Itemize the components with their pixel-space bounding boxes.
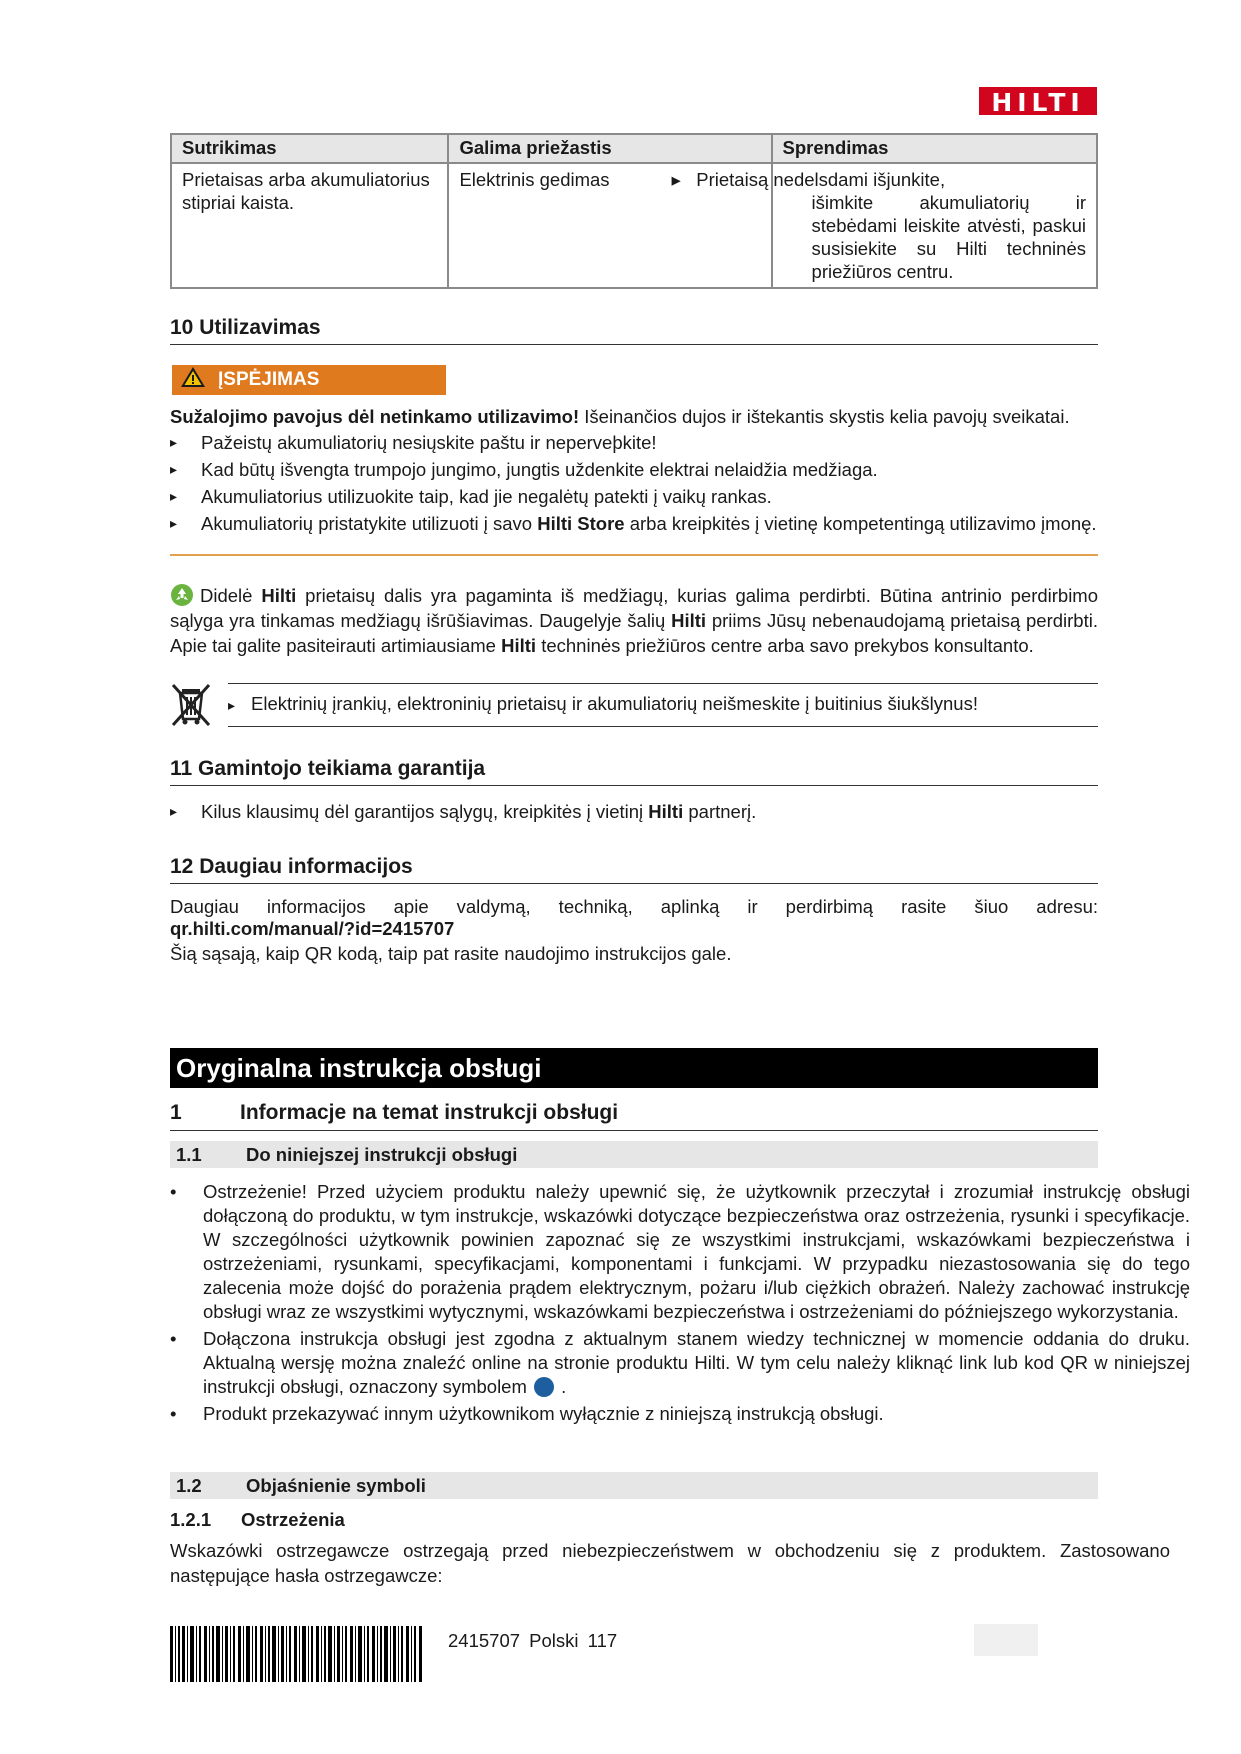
table-header-cause: Galima priežastis [448,134,771,163]
cause-text: Elektrinis gedimas [459,169,610,190]
list-item: ▸ Akumuliatorių pristatykite utilizuoti į savo Hilti Store arba kreipkitės į vietinę kompetentingą utilizavimo įmonę. [170,511,1098,536]
warning-text: Sužalojimo pavojus dėl netinkamo utilizavimo! Išeinančios dujos ir ištekantis skystis kelia pavojų sveikatai. [170,406,1070,427]
list-item: ▸ Akumuliatorius utilizuokite taip, kad jie negalėtų patekti į vaikų rankas. [170,484,1098,509]
qr-info-line: Šią sąsają, kaip QR kodą, taip pat rasite naudojimo instrukcijos gale. [170,943,732,964]
solution-first-line: ▸ Prietaisą nedelsdami išjunkite, [671,169,946,190]
list-item: ▸ Pažeistų akumuliatorių nesiųskite paštu ir neperveþkite! [170,430,1098,455]
solution-rest: išimkite akumuliatorių ir stebėdami leiskite atvėsti, paskui susisiekite su Hilti techninės priežiūros centru. [811,192,1086,282]
more-info-line: Daugiau informacijos apie valdymą, techniką, aplinką ir perdirbimą rasite šiuo adresu: [170,896,1098,917]
list-item: ▸ Kad būtų išvengta trumpojo jungimo, jungtis uždenkite elektrai nelaidžia medžiaga. [170,457,1098,482]
list-item: ▸ Kilus klausimų dėl garantijos sąlygų, kreipkitės į vietinį Hilti partnerį. [170,799,1098,824]
table-header-solution: Sprendimas [772,134,1097,163]
warning-triangle-icon [180,366,206,388]
list-item: • Dołączona instrukcja obsługi jest zgodna z aktualnym stanem wiedzy technicznej w momencie oddania do druku. Aktualną wersję można znaleźć online na stronie produktu Hilti. W tym celu należy kliknąć link lub kod QR w niniejszej instrukcji obsługi, oznaczony symbolem . [170,1327,1190,1399]
polish-section-1-1-title: 1.1 Do niniejszej instrukcji obsługi [170,1141,1098,1168]
section-12-title: 12 Daugiau informacijos [170,855,1098,884]
weee-notice: ▸ Elektrinių įrankių, elektroninių prietaisų ir akumuliatorių neišmeskite į buitinius šiukšlynus! [228,683,1098,727]
polish-section-1-2-title: 1.2 Objaśnienie symboli [170,1472,1098,1499]
polish-section-1-title: 1 Informacje na temat instrukcji obsługi [170,1101,1098,1131]
more-info-paragraph [170,896,1098,965]
recycle-icon [170,583,194,607]
recycling-paragraph: Didelė Hilti prietaisų dalis yra pagaminta iš medžiagų, kurias galima perdirbti. Būtina antrinio perdirbimo sąlyga yra tinkamas medžiagų išrūšiavimas. Daugelyje šalių Hilti priims Jūsų nebenaudojamą prietaisą perdirbti. Apie tai galite pasiteirauti artimiausiame Hilti techninės priežiūros centre arba savo prekybos konsultanto. [170,585,1099,656]
table-header-fault: Sutrikimas [171,134,448,163]
troubleshooting-table [170,133,1098,289]
warning-label: ĮSPĖJIMAS [172,365,446,395]
table-row [171,163,1097,288]
list-item: • Produkt przekazywać innym użytkownikom wyłącznie z niniejszą instrukcją obsługi. [170,1402,1190,1426]
barcode-image [170,1626,424,1682]
table-cell-fault: Prietaisas arba akumuliatorius stipriai kaista. [171,163,448,288]
manual-url[interactable]: qr.hilti.com/manual/?id=2415707 [170,918,455,939]
weee-bin-icon [170,683,212,727]
section-10-title: 10 Utilizavimas [170,316,1098,345]
disposal-list [170,430,1098,538]
warranty-list [170,799,1098,826]
polish-section-1-2-1-title: 1.2.1 Ostrzeżenia [170,1509,345,1530]
page-marker [974,1624,1038,1656]
warnings-paragraph: Wskazówki ostrzegawcze ostrzegają przed niebezpieczeństwem w obchodzeniu się z produktem. Zastosowano następujące hasła ostrzegawcze: [170,1540,1170,1586]
list-item: • Ostrzeżenie! Przed użyciem produktu należy upewnić się, że użytkownik przeczytał i zrozumiał instrukcję obsługi dołączoną do produktu, w tym instrukcje, wskazówki dotyczące bezpieczeństwa oraz ostrzeżenia, rysunki i specyfikacje. W szczególności użytkownik powinien zapoznać się ze wszystkimi instrukcjami, wskazówkami bezpieczeństwa i ostrzeżeniami, rysunkami, specyfikacjami, komponentami i funkcjami. W przypadku niezastosowania się do tego zalecenia może dojść do porażenia prądem elektrycznym, pożaru i/lub ciężkich obrażeń. Należy zachować instrukcję obsługi wraz ze wszystkimi wytycznymi, wskazówkami bezpieczeństwa i ostrzeżeniami do późniejszego wykorzystania. [170,1180,1190,1324]
hilti-logo: HILTI [979,87,1097,115]
polish-bullet-list [170,1180,1190,1429]
table-cell-solution [671,163,1097,288]
warning-end-rule [170,554,1098,556]
qr-link-icon[interactable] [534,1377,554,1397]
polish-manual-banner: Oryginalna instrukcja obsługi [170,1048,1098,1088]
page-footer: 2415707 Polski 117 [448,1630,618,1651]
section-11-title: 11 Gamintojo teikiama garantija [170,757,1098,786]
